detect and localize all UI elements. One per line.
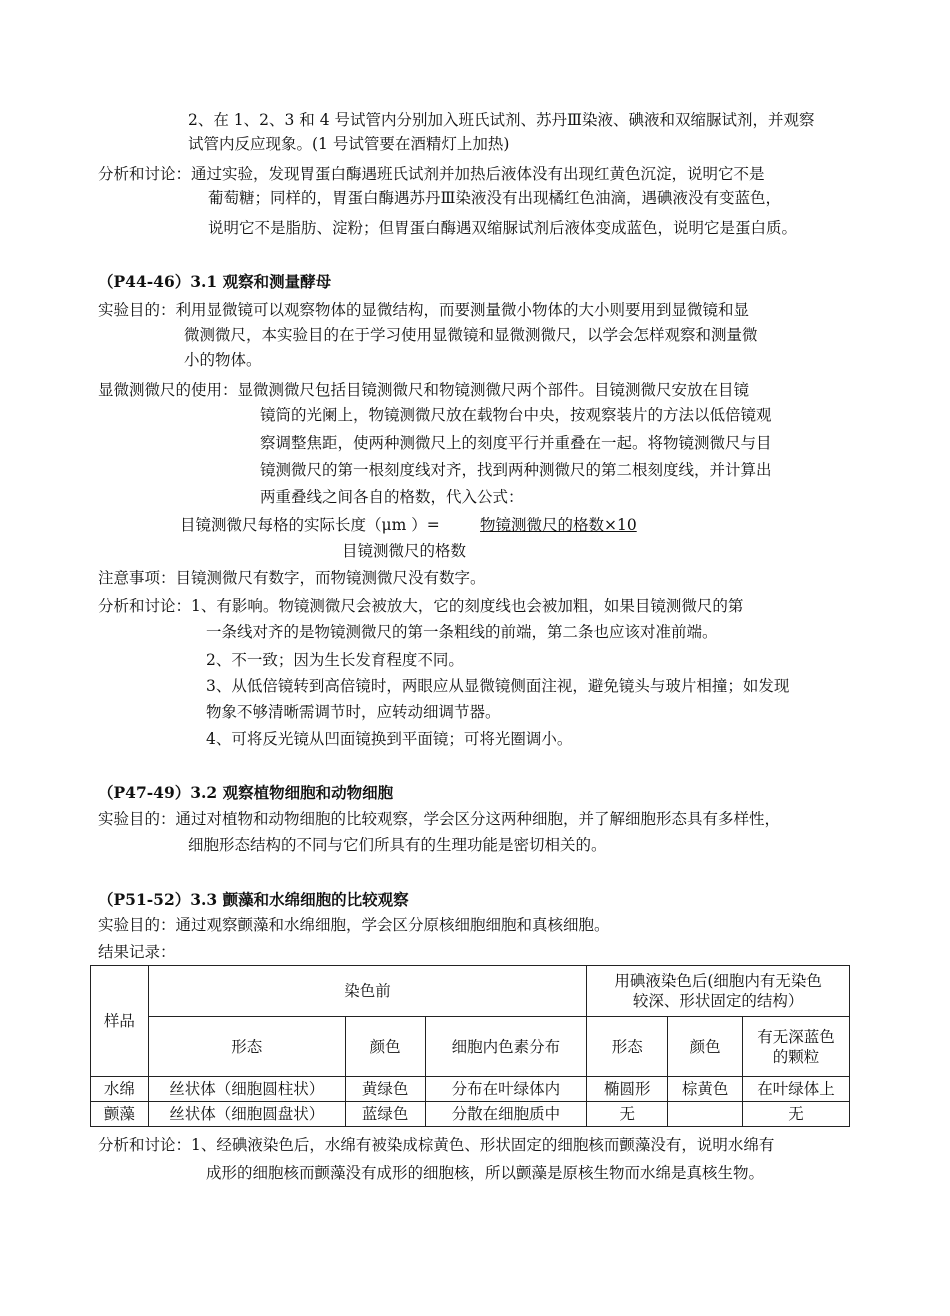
formula-numerator: 物镜测微尺的格数×10 bbox=[480, 516, 637, 534]
purpose-line: 细胞形态结构的不同与它们所具有的生理功能是密切相关的。 bbox=[188, 836, 607, 854]
cell-shape: 丝状体（细胞圆柱状） bbox=[148, 1077, 345, 1102]
formula-left: 目镜测微尺每格的实际长度（μm ）= bbox=[180, 516, 440, 534]
analysis-line: 成形的细胞核而颤藻没有成形的细胞核，所以颤藻是原核生物而水绵是真核生物。 bbox=[206, 1164, 765, 1182]
col-color-after: 颜色 bbox=[668, 1017, 743, 1077]
analysis-line: 2、不一致；因为生长发育程度不同。 bbox=[206, 651, 464, 669]
analysis-line: 分析和讨论：通过实验，发现胃蛋白酶遇班氏试剂并加热后液体没有出现红黄色沉淀，说明它不是 bbox=[98, 165, 765, 183]
usage-line: 镜测微尺的第一根刻度线对齐，找到两种测微尺的第二根刻度线，并计算出 bbox=[260, 461, 772, 479]
analysis-line: 葡萄糖；同样的，胃蛋白酶遇苏丹Ⅲ染液没有出现橘红色油滴，遇碘液没有变蓝色， bbox=[208, 189, 781, 207]
col-shape: 形态 bbox=[148, 1017, 345, 1077]
result-label: 结果记录： bbox=[98, 943, 176, 961]
cell-pigment: 分布在叶绿体内 bbox=[425, 1077, 587, 1102]
results-table bbox=[90, 965, 850, 1127]
section-heading: （P44-46）3.1 观察和测量酵母 bbox=[98, 272, 332, 291]
col-granule bbox=[743, 1017, 850, 1077]
cell-shape-after: 无 bbox=[587, 1102, 668, 1127]
cell-sample: 水绵 bbox=[91, 1077, 149, 1102]
cell-color-after: 棕黄色 bbox=[668, 1077, 743, 1102]
section-heading: （P51-52）3.3 颤藻和水绵细胞的比较观察 bbox=[98, 890, 409, 909]
after-header bbox=[587, 966, 850, 1017]
usage-line: 两重叠线之间各自的格数，代入公式： bbox=[260, 488, 524, 506]
before-header: 染色前 bbox=[148, 966, 586, 1017]
purpose-line: 实验目的：通过观察颤藻和水绵细胞，学会区分原核细胞细胞和真核细胞。 bbox=[98, 916, 610, 934]
usage-line: 镜筒的光阑上，物镜测微尺放在载物台中央，按观察装片的方法以低倍镜观 bbox=[260, 406, 772, 424]
after-header-line1: 用碘液染色后(细胞内有无染色 bbox=[614, 972, 822, 990]
cell-shape: 丝状体（细胞圆盘状） bbox=[148, 1102, 345, 1127]
formula-denominator: 目镜测微尺的格数 bbox=[342, 542, 467, 560]
cell-sample: 颤藻 bbox=[91, 1102, 149, 1127]
col-color: 颜色 bbox=[345, 1017, 425, 1077]
purpose-line: 小的物体。 bbox=[184, 351, 262, 369]
cell-shape-after: 椭圆形 bbox=[587, 1077, 668, 1102]
col-pigment: 细胞内色素分布 bbox=[425, 1017, 587, 1077]
purpose-line: 微测微尺，本实验目的在于学习使用显微镜和显微测微尺，以学会怎样观察和测量微 bbox=[184, 326, 758, 344]
sample-header: 样品 bbox=[91, 966, 149, 1077]
cell-pigment: 分散在细胞质中 bbox=[425, 1102, 587, 1127]
cell-color: 蓝绿色 bbox=[345, 1102, 425, 1127]
analysis-line: 分析和讨论：1、经碘液染色后，水绵有被染成棕黄色、形状固定的细胞核而颤藻没有，说明水绵有 bbox=[98, 1136, 775, 1154]
usage-line: 察调整焦距，使两种测微尺上的刻度平行并重叠在一起。将物镜测微尺与目 bbox=[260, 434, 772, 452]
analysis-line: 分析和讨论：1、有影响。物镜测微尺会被放大，它的刻度线也会被加粗，如果目镜测微尺的第 bbox=[98, 597, 744, 615]
step2-line: 试管内反应现象。(1 号试管要在酒精灯上加热) bbox=[188, 135, 510, 153]
section-heading: （P47-49）3.2 观察植物细胞和动物细胞 bbox=[98, 783, 394, 802]
cell-granule: 无 bbox=[743, 1102, 850, 1127]
col-granule-line1: 有无深蓝色 bbox=[757, 1027, 835, 1046]
cell-granule: 在叶绿体上 bbox=[743, 1077, 850, 1102]
table-row bbox=[91, 1077, 850, 1102]
usage-line: 显微测微尺的使用：显微测微尺包括目镜测微尺和物镜测微尺两个部件。目镜测微尺安放在目镜 bbox=[98, 381, 750, 399]
purpose-line: 实验目的：通过对植物和动物细胞的比较观察，学会区分这两种细胞，并了解细胞形态具有多样性， bbox=[98, 810, 781, 828]
analysis-line: 物象不够清晰需调节时，应转动细调节器。 bbox=[206, 703, 501, 721]
after-header-line2: 较深、形状固定的结构） bbox=[632, 992, 804, 1010]
cell-color-after bbox=[668, 1102, 743, 1127]
analysis-line: 说明它不是脂肪、淀粉；但胃蛋白酶遇双缩脲试剂后液体变成蓝色，说明它是蛋白质。 bbox=[208, 219, 798, 237]
table-row bbox=[91, 1102, 850, 1127]
col-shape-after: 形态 bbox=[587, 1017, 668, 1077]
cell-color: 黄绿色 bbox=[345, 1077, 425, 1102]
step2-line: 2、在 1、2、3 和 4 号试管内分别加入班氏试剂、苏丹Ⅲ染液、碘液和双缩脲试剂，并观察 bbox=[188, 111, 815, 129]
col-granule-line2: 的颗粒 bbox=[772, 1047, 820, 1066]
purpose-line: 实验目的：利用显微镜可以观察物体的显微结构，而要测量微小物体的大小则要用到显微镜和显 bbox=[98, 301, 750, 319]
note-line: 注意事项：目镜测微尺有数字，而物镜测微尺没有数字。 bbox=[98, 569, 486, 587]
analysis-line: 一条线对齐的是物镜测微尺的第一条粗线的前端，第二条也应该对准前端。 bbox=[206, 623, 718, 641]
analysis-line: 4、可将反光镜从凹面镜换到平面镜；可将光圈调小。 bbox=[206, 730, 573, 748]
analysis-line: 3、从低倍镜转到高倍镜时，两眼应从显微镜侧面注视，避免镜头与玻片相撞；如发现 bbox=[206, 677, 790, 695]
